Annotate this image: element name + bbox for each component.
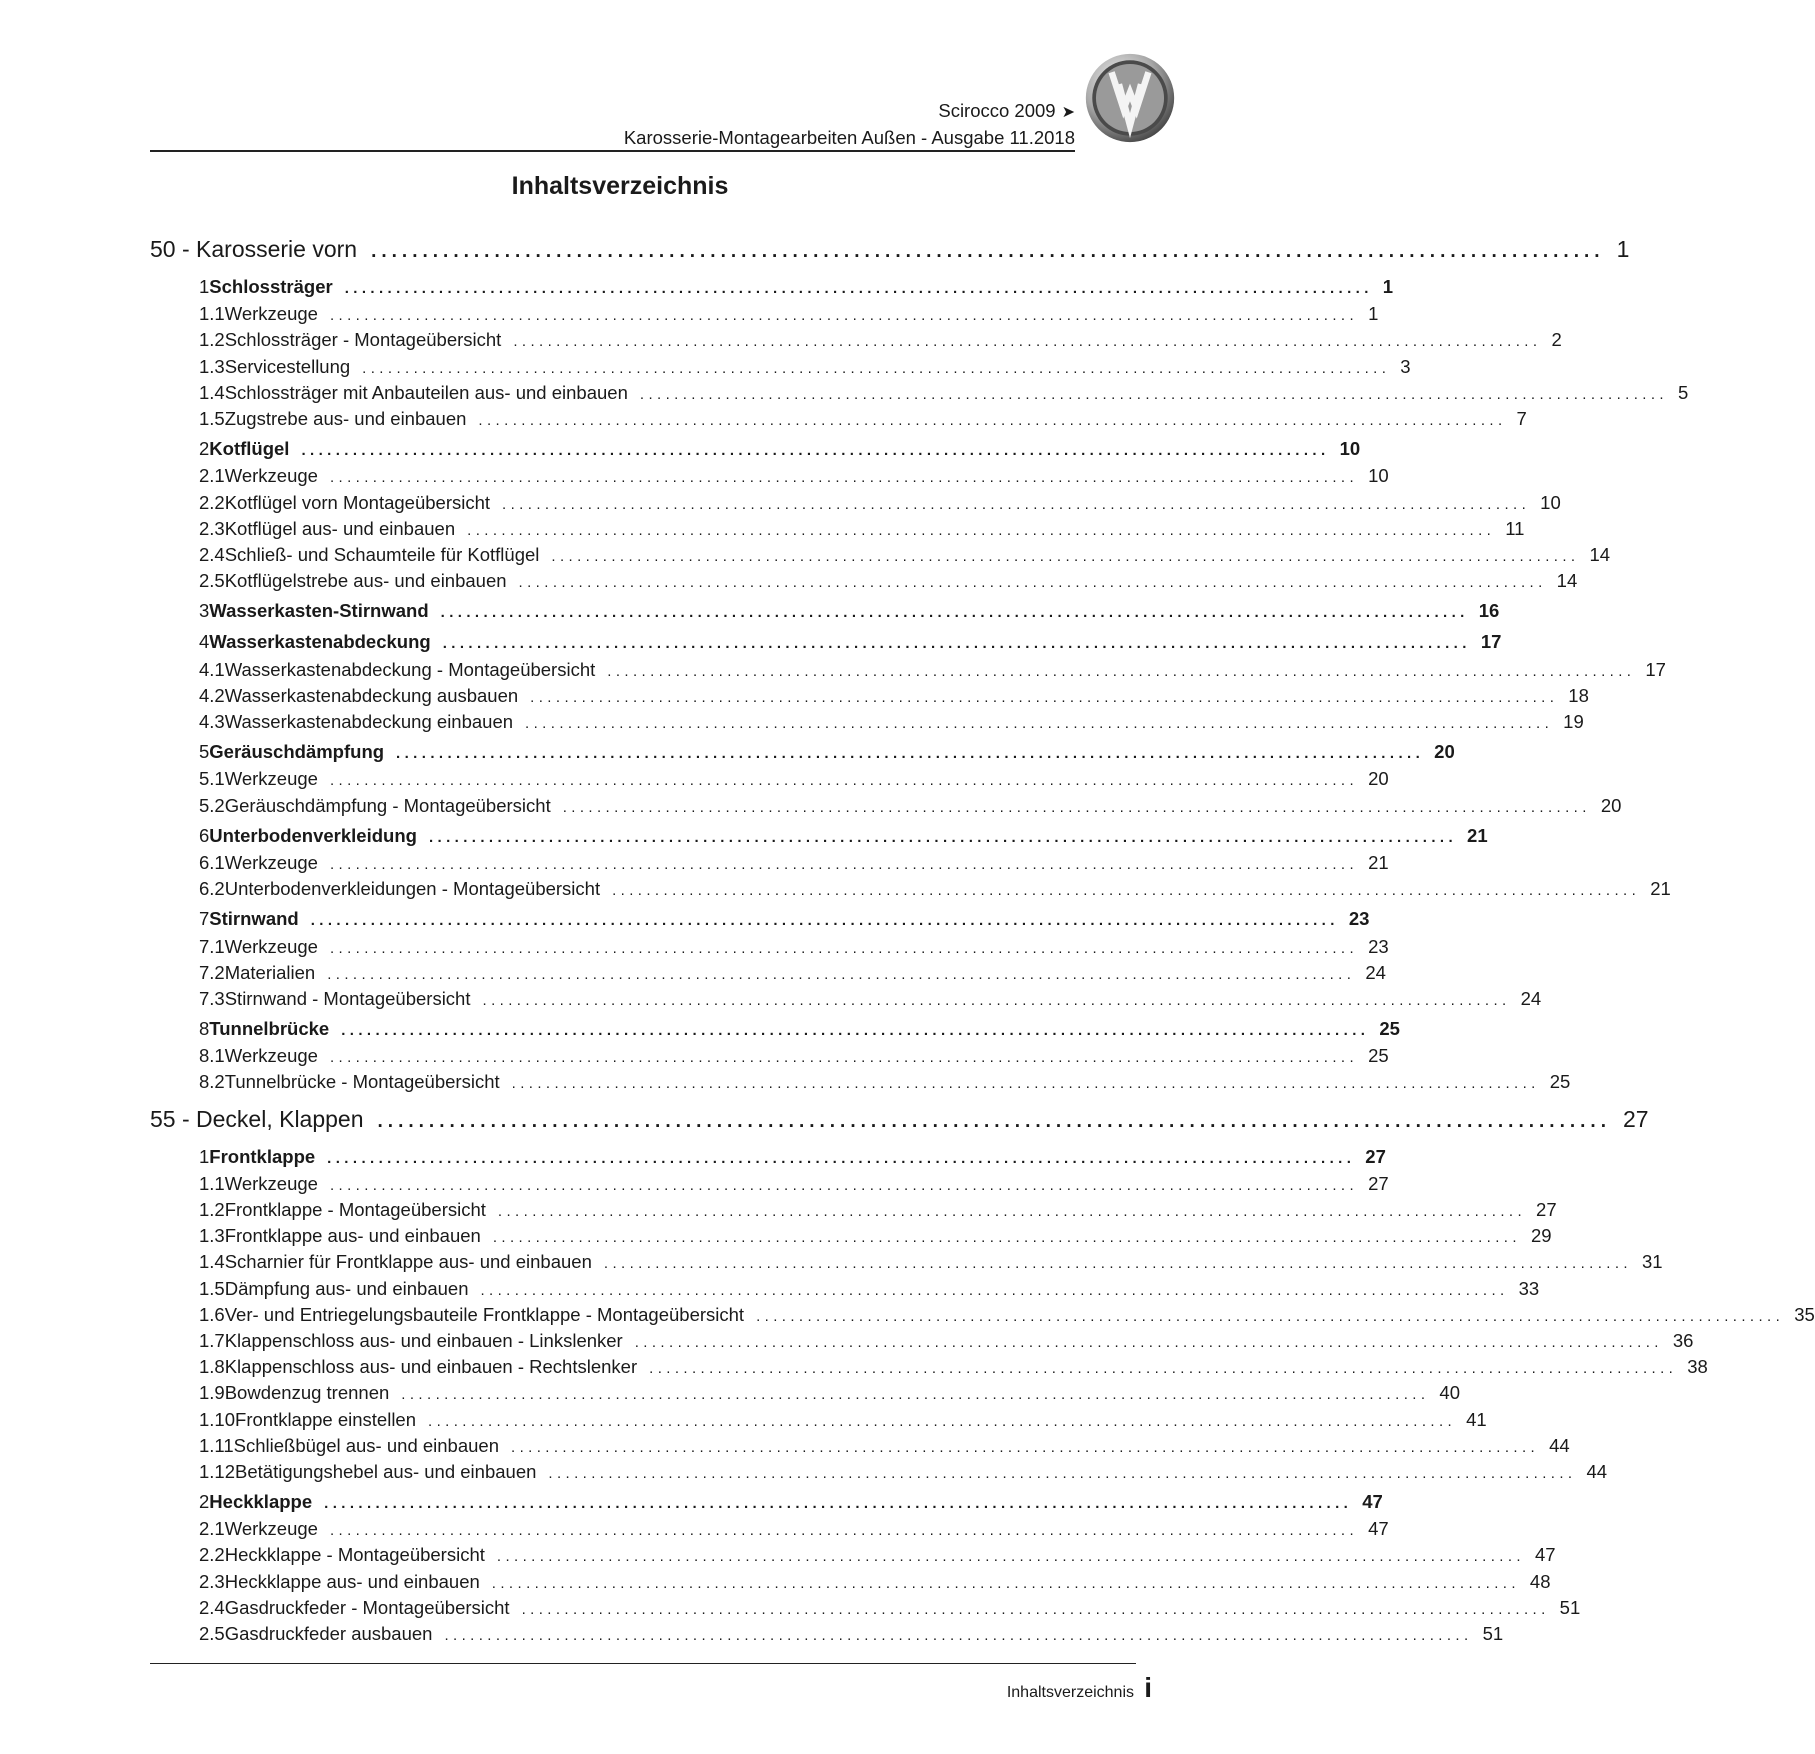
toc-section[interactable] [150, 1491, 1383, 1518]
toc-entry-page: 16 [1478, 600, 1500, 622]
toc-entry-page: 44 [1549, 1434, 1570, 1456]
toc-leader-dots: ........................................................................................................................ [428, 828, 1458, 846]
toc-entry[interactable] [150, 1408, 1487, 1435]
toc-section[interactable] [150, 438, 1361, 465]
toc-entry-number: 2.3 [199, 1570, 225, 1592]
toc-entry-page: 27 [1536, 1199, 1557, 1220]
toc-entry[interactable] [150, 355, 1411, 382]
toc-leader-dots: ........................................................................................................................ [649, 1360, 1678, 1378]
toc-entry-number: 1.4 [199, 1251, 225, 1273]
toc-entry[interactable] [150, 1434, 1570, 1461]
toc-chapter-page: 27 [1622, 1105, 1649, 1132]
toc-leader-dots: ........................................................................................................................ [329, 939, 1359, 957]
toc-entry-page: 11 [1505, 517, 1525, 539]
toc-leader-dots: ........................................................................................................................ [341, 1022, 1370, 1040]
toc-entry-number: 2.2 [199, 1544, 225, 1566]
toc-leader-dots: ........................................................................................................................ [329, 307, 1359, 325]
toc-entry-number: 6.1 [199, 851, 225, 873]
toc-entry-number: 5.2 [199, 794, 225, 816]
toc-entry-number: 2.2 [199, 491, 225, 513]
toc-entry-page: 51 [1482, 1623, 1504, 1644]
toc-entry-page: 14 [1556, 570, 1578, 592]
toc-leader-dots: ........................................................................................................................ [756, 1307, 1785, 1325]
toc-leader-dots: ........................................................................................................................ [329, 1049, 1359, 1067]
toc-entry[interactable] [150, 491, 1561, 518]
toc-entry-label: Geräuschdämpfung [209, 741, 385, 763]
toc-leader-dots: ........................................................................................................................ [603, 1255, 1632, 1273]
toc-leader-dots: ........................................................................................................................ [480, 1281, 1509, 1299]
toc-entry-number: 1.11 [199, 1434, 234, 1456]
toc-leader-dots: ........................................................................................................................ [525, 715, 1554, 732]
vw-logo-icon [1084, 52, 1176, 144]
toc-entry-label: Heckklappe [209, 1491, 313, 1513]
toc-entry[interactable] [150, 1518, 1389, 1544]
toc-entry-page: 10 [1339, 438, 1361, 460]
toc-leader-dots: ........................................................................................................................ [440, 604, 1469, 622]
toc-chapter[interactable] [150, 236, 1630, 276]
toc-entry[interactable] [150, 1303, 1815, 1330]
toc-entry-number: 1.4 [199, 381, 225, 403]
arrow-right-icon: ➤ [1061, 104, 1075, 121]
toc-entry-page: 3 [1400, 355, 1411, 377]
toc-leader-dots: ........................................................................................................................ [301, 442, 1330, 460]
toc-entry[interactable] [150, 1356, 1708, 1382]
page-header [150, 84, 1075, 152]
toc-leader-dots: ........................................................................................................................ [396, 745, 1425, 763]
toc-entry-page: 10 [1540, 491, 1561, 513]
toc-entry[interactable] [150, 794, 1622, 821]
toc-leader-dots: ........................................................................................................................ [612, 882, 1641, 900]
toc-chapter-title: 55 - Deckel, Klappen [150, 1105, 364, 1132]
toc-entry[interactable] [150, 381, 1689, 408]
toc-leader-dots: ........................................................................................................................ [502, 495, 1531, 513]
toc-leader-dots: ........................................................................................................................ [324, 1495, 1353, 1513]
toc-entry[interactable] [150, 1277, 1540, 1304]
toc-entry-page: 47 [1362, 1491, 1383, 1513]
toc-entry[interactable] [150, 684, 1589, 711]
toc-entry-number: 2.5 [199, 1623, 225, 1644]
toc-entry[interactable] [150, 1570, 1551, 1597]
toc-entry-page: 2 [1551, 329, 1562, 351]
toc-entry[interactable] [150, 1544, 1556, 1570]
toc-entry-number: 2 [199, 1491, 210, 1513]
toc-entry-page: 1 [1382, 276, 1394, 297]
toc-entry[interactable] [150, 1596, 1581, 1623]
toc-leader-dots: ........................................................................................................................ [548, 1464, 1577, 1482]
toc-entry-number: 2.1 [199, 465, 225, 487]
toc-leader-dots: ........................................................................................................................ [401, 1386, 1430, 1404]
toc-leader-dots: ........................................................................................................................ [511, 1075, 1540, 1093]
toc-entry-number: 4.3 [199, 711, 225, 732]
toc-entry-page: 27 [1368, 1172, 1389, 1194]
toc-entry[interactable] [150, 570, 1578, 596]
toc-entry-label: Werkzeuge [224, 465, 318, 487]
toc-entry-number: 5.1 [199, 768, 225, 790]
toc-entry-number: 1.9 [199, 1382, 225, 1404]
toc-entry-page: 35 [1794, 1303, 1815, 1325]
toc-entry[interactable] [150, 987, 1542, 1014]
toc-entry-page: 48 [1529, 1570, 1551, 1592]
toc-leader-dots: ........................................................................................................................ [518, 574, 1547, 592]
toc-entry-label: Materialien [224, 961, 316, 983]
toc-entry-number: 1.7 [199, 1329, 225, 1351]
toc-entry-number: 1.2 [199, 329, 225, 351]
toc-entry-label: Klappenschloss aus- und einbauen - Rechtslenker [224, 1356, 638, 1378]
toc-entry-label: Heckklappe aus- und einbauen [224, 1570, 480, 1592]
toc-entry-label: Schlossträger [209, 276, 333, 297]
toc-entry-page: 31 [1641, 1251, 1663, 1273]
toc-entry-number: 1.5 [199, 407, 225, 429]
toc-entry-page: 20 [1368, 768, 1389, 790]
toc-leader-dots: ........................................................................................................................ [329, 772, 1359, 790]
toc-entry-page: 25 [1368, 1045, 1389, 1067]
toc-chapter[interactable] [150, 1105, 1649, 1146]
toc-leader-dots: ........................................................................................................................ [371, 241, 1605, 262]
toc-entry-page: 44 [1586, 1460, 1608, 1482]
toc-entry-label: Dämpfung aus- und einbauen [224, 1277, 469, 1299]
toc-entry[interactable] [150, 711, 1584, 737]
toc-entry-label: Werkzeuge [224, 851, 318, 873]
toc-entry-label: Kotflügel aus- und einbauen [224, 517, 456, 539]
toc-entry-page: 21 [1650, 878, 1671, 900]
toc-entry-label: Geräuschdämpfung - Montageübersicht [224, 794, 551, 816]
toc-entry[interactable] [150, 1460, 1608, 1487]
toc-entry-page: 21 [1467, 824, 1488, 846]
toc-entry-label: Heckklappe - Montageübersicht [224, 1544, 485, 1566]
toc-entry-number: 1.3 [199, 355, 225, 377]
toc-entry-label: Wasserkasten-Stirnwand [209, 600, 429, 622]
toc-leader-dots: ........................................................................................................................ [511, 1438, 1540, 1456]
toc-entry[interactable] [150, 1329, 1694, 1356]
toc-entry-label: Ver- und Entriegelungsbauteile Frontklappe - Montageübersicht [224, 1303, 745, 1325]
toc-leader-dots: ........................................................................................................................ [513, 333, 1542, 351]
toc-entry-number: 1.1 [199, 1172, 225, 1194]
table-of-contents [150, 236, 1815, 1649]
toc-entry-label: Zugstrebe aus- und einbauen [224, 407, 467, 429]
toc-entry-number: 5 [199, 741, 210, 763]
toc-leader-dots: ........................................................................................................................ [562, 798, 1591, 816]
toc-entry-label: Gasdruckfeder - Montageübersicht [224, 1596, 510, 1618]
toc-section[interactable] [150, 741, 1455, 768]
toc-leader-dots: ........................................................................................................................ [327, 1149, 1356, 1167]
toc-entry-label: Frontklappe aus- und einbauen [224, 1225, 481, 1247]
toc-leader-dots: ........................................................................................................................ [521, 1600, 1550, 1618]
toc-entry-number: 2.3 [199, 517, 225, 539]
toc-entry[interactable] [150, 935, 1389, 962]
toc-entry-page: 36 [1672, 1329, 1694, 1351]
toc-leader-dots: ........................................................................................................................ [329, 1522, 1359, 1540]
toc-leader-dots: ........................................................................................................................ [530, 688, 1559, 706]
toc-entry[interactable] [150, 1382, 1460, 1408]
toc-entry-page: 27 [1365, 1145, 1386, 1167]
toc-entry-label: Servicestellung [224, 355, 351, 377]
toc-entry-label: Werkzeuge [224, 768, 318, 790]
toc-entry-number: 7.1 [199, 935, 225, 957]
toc-leader-dots: ........................................................................................................................ [478, 411, 1507, 429]
toc-entry[interactable] [150, 465, 1389, 491]
toc-entry-label: Wasserkastenabdeckung - Montageübersicht [224, 658, 596, 680]
toc-entry-number: 4.1 [199, 658, 225, 680]
toc-entry[interactable] [150, 1045, 1389, 1071]
toc-entry-label: Werkzeuge [224, 1518, 318, 1540]
toc-entry-page: 10 [1368, 465, 1389, 487]
toc-entry-number: 3 [199, 600, 210, 622]
toc-entry[interactable] [150, 329, 1562, 355]
toc-entry-page: 47 [1535, 1544, 1556, 1566]
toc-entry-label: Schlossträger - Montageübersicht [224, 329, 502, 351]
toc-leader-dots: ........................................................................................................................ [497, 1203, 1527, 1220]
toc-entry-page: 29 [1530, 1225, 1552, 1247]
toc-entry-number: 7.3 [199, 987, 225, 1009]
toc-entry-number: 1.12 [199, 1460, 236, 1482]
toc-entry-label: Gasdruckfeder ausbauen [224, 1623, 433, 1644]
toc-leader-dots: ........................................................................................................................ [467, 521, 1496, 539]
page-title: Inhaltsverzeichnis [511, 172, 729, 200]
toc-entry-number: 4 [199, 631, 210, 653]
toc-entry-page: 25 [1379, 1018, 1400, 1040]
toc-entry-number: 1 [199, 1145, 210, 1167]
toc-entry-number: 1.6 [199, 1303, 225, 1325]
toc-entry-number: 2.4 [199, 1596, 225, 1618]
toc-chapter-page: 1 [1616, 236, 1630, 262]
toc-entry-page: 38 [1687, 1356, 1708, 1378]
toc-entry-label: Kotflügel [209, 438, 290, 460]
toc-entry-number: 4.2 [199, 684, 225, 706]
toc-entry[interactable] [150, 961, 1386, 988]
toc-entry-number: 1.3 [199, 1225, 225, 1247]
toc-entry-page: 23 [1368, 935, 1389, 957]
toc-entry-page: 20 [1600, 794, 1622, 816]
toc-entry-number: 8.2 [199, 1071, 225, 1093]
toc-entry-label: Wasserkastenabdeckung ausbauen [224, 684, 519, 706]
toc-entry-label: Schließ- und Schaumteile für Kotflügel [224, 543, 540, 565]
toc-entry[interactable] [150, 517, 1525, 544]
toc-entry-label: Bowdenzug trennen [224, 1382, 390, 1404]
toc-entry-page: 24 [1520, 987, 1542, 1009]
toc-leader-dots: ........................................................................................................................ [362, 359, 1391, 377]
toc-chapter-title: 50 - Karosserie vorn [150, 236, 358, 262]
toc-leader-dots: ........................................................................................................................ [496, 1548, 1525, 1566]
toc-entry-number: 2 [199, 438, 210, 460]
toc-entry-label: Unterbodenverkleidungen - Montageübersicht [224, 878, 601, 900]
toc-entry-page: 47 [1368, 1518, 1389, 1540]
toc-leader-dots: ........................................................................................................................ [634, 1333, 1663, 1351]
toc-entry-label: Stirnwand [209, 908, 299, 930]
toc-entry[interactable] [150, 1225, 1552, 1251]
toc-leader-dots: ........................................................................................................................ [442, 635, 1471, 653]
toc-entry-number: 7.2 [199, 961, 225, 983]
toc-entry-number: 1.8 [199, 1356, 225, 1378]
toc-entry-number: 2.1 [199, 1518, 225, 1540]
toc-entry-number: 8.1 [199, 1045, 225, 1067]
toc-entry-page: 20 [1434, 741, 1455, 763]
toc-section[interactable] [150, 276, 1394, 303]
toc-entry-number: 6 [199, 824, 210, 846]
toc-leader-dots: ........................................................................................................................ [329, 469, 1359, 487]
toc-entry-number: 1 [199, 276, 210, 297]
toc-section[interactable] [150, 908, 1370, 935]
toc-entry-label: Werkzeuge [224, 1045, 318, 1067]
toc-entry-label: Kotflügel vorn Montageübersicht [224, 491, 491, 513]
toc-entry[interactable] [150, 407, 1527, 434]
toc-entry-page: 7 [1516, 407, 1527, 429]
toc-entry[interactable] [150, 658, 1666, 685]
toc-entry-label: Stirnwand - Montageübersicht [224, 987, 471, 1009]
toc-leader-dots: ........................................................................................................................ [310, 912, 1339, 930]
toc-leader-dots: ........................................................................................................................ [482, 991, 1511, 1009]
toc-section[interactable] [150, 1145, 1386, 1173]
toc-entry[interactable] [150, 1623, 1504, 1649]
toc-leader-dots: ........................................................................................................................ [329, 855, 1359, 873]
toc-leader-dots: ........................................................................................................................ [492, 1229, 1521, 1247]
toc-entry-page: 40 [1439, 1382, 1460, 1404]
header-divider [150, 150, 1075, 152]
toc-entry[interactable] [150, 851, 1389, 878]
toc-entry-label: Kotflügelstrebe aus- und einbauen [224, 570, 507, 592]
toc-entry-label: Schließbügel aus- und einbauen [233, 1434, 499, 1456]
toc-entry-label: Werkzeuge [224, 1172, 318, 1194]
toc-entry-label: Schlossträger mit Anbauteilen aus- und einbauen [224, 381, 628, 403]
footer-divider [150, 1663, 1136, 1664]
toc-entry-number: 1.2 [199, 1199, 225, 1220]
toc-entry[interactable] [150, 1199, 1557, 1225]
toc-entry-number: 2.4 [199, 543, 225, 565]
toc-entry-page: 17 [1480, 631, 1502, 653]
toc-entry-label: Werkzeuge [224, 303, 318, 325]
toc-leader-dots: ........................................................................................................................ [428, 1412, 1457, 1430]
toc-entry-label: Frontklappe - Montageübersicht [224, 1199, 486, 1220]
toc-entry-page: 33 [1518, 1277, 1540, 1299]
toc-entry-number: 6.2 [199, 878, 225, 900]
toc-entry-page: 25 [1549, 1071, 1571, 1093]
footer-label: Inhaltsverzeichnis [1006, 1684, 1134, 1701]
toc-entry-page: 17 [1645, 658, 1666, 680]
toc-entry[interactable] [150, 543, 1611, 570]
toc-entry-label: Frontklappe einstellen [235, 1408, 417, 1430]
toc-entry[interactable] [150, 1251, 1663, 1277]
toc-entry-page: 51 [1559, 1596, 1581, 1618]
toc-entry-page: 41 [1466, 1408, 1487, 1430]
toc-entry-number: 2.5 [199, 570, 225, 592]
toc-leader-dots: ........................................................................................................................ [327, 965, 1356, 983]
toc-entry-label: Unterbodenverkleidung [209, 824, 417, 846]
toc-entry-label: Tunnelbrücke [209, 1018, 330, 1040]
toc-entry[interactable] [150, 303, 1379, 329]
toc-entry[interactable] [150, 1172, 1389, 1199]
toc-leader-dots: ........................................................................................................................ [491, 1574, 1520, 1592]
toc-leader-dots: ........................................................................................................................ [344, 280, 1373, 297]
toc-leader-dots: ........................................................................................................................ [551, 547, 1580, 565]
toc-section[interactable] [150, 1018, 1400, 1045]
toc-entry-label: Frontklappe [209, 1145, 316, 1167]
toc-entry-page: 21 [1368, 851, 1389, 873]
footer-page-number: i [1144, 1672, 1152, 1703]
toc-entry-label: Werkzeuge [224, 935, 318, 957]
toc-entry-label: Wasserkastenabdeckung [209, 631, 431, 653]
toc-entry-page: 23 [1348, 908, 1370, 930]
toc-section[interactable] [150, 600, 1500, 627]
header-subtitle: Karosserie-Montagearbeiten Außen - Ausgabe 11.2018 [623, 127, 1075, 148]
toc-entry-page: 14 [1589, 543, 1611, 565]
toc-section[interactable] [150, 824, 1488, 852]
toc-entry[interactable] [150, 878, 1671, 904]
toc-section[interactable] [150, 631, 1502, 658]
toc-leader-dots: ........................................................................................................................ [607, 662, 1636, 680]
toc-entry-page: 24 [1365, 961, 1386, 983]
toc-entry[interactable] [150, 1071, 1571, 1097]
toc-entry-label: Wasserkastenabdeckung einbauen [224, 711, 514, 732]
toc-entry-number: 7 [199, 908, 210, 930]
header-model-text: Scirocco 2009 [938, 100, 1056, 121]
toc-leader-dots: ........................................................................................................................ [329, 1176, 1359, 1194]
toc-entry-number: 1.1 [199, 303, 225, 325]
toc-leader-dots: ........................................................................................................................ [639, 385, 1668, 403]
toc-entry-label: Scharnier für Frontklappe aus- und einbauen [224, 1251, 592, 1273]
toc-leader-dots: ........................................................................................................................ [444, 1627, 1473, 1644]
toc-entry-number: 8 [199, 1018, 210, 1040]
header-model [938, 100, 1075, 122]
toc-entry-number: 1.5 [199, 1277, 225, 1299]
toc-leader-dots: ........................................................................................................................ [377, 1110, 1611, 1132]
toc-entry-label: Betätigungshebel aus- und einbauen [235, 1460, 537, 1482]
toc-entry-page: 1 [1368, 303, 1379, 325]
toc-entry-page: 19 [1563, 711, 1584, 732]
toc-entry-label: Tunnelbrücke - Montageübersicht [224, 1071, 500, 1093]
toc-entry-label: Klappenschloss aus- und einbauen - Linkslenker [224, 1329, 623, 1351]
toc-entry-number: 1.10 [199, 1408, 236, 1430]
toc-entry-page: 5 [1677, 381, 1689, 403]
toc-entry[interactable] [150, 768, 1389, 794]
toc-entry-page: 18 [1568, 684, 1589, 706]
